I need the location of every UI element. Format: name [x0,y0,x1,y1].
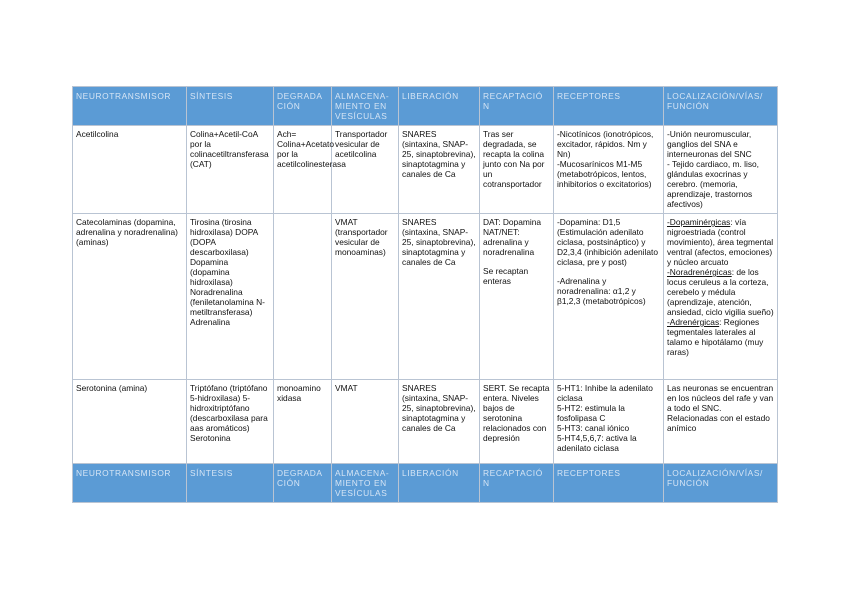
receptor-item: -Nicotínicos (ionotrópicos, excitador, rápidos. Nm y Nn) [557,129,654,159]
header-liberacion: LIBERACIÓN [399,87,480,126]
cell-receptores [554,214,664,380]
receptor-item: -Mucosarínicos M1-M5 (metabotrópicos, lentos, inhibitorios o excitatorios) [557,159,652,189]
cell-localizacion: Las neuronas se encuentran en los núcleos del rafe y van a todo el SNC. Relacionadas con el estado anímico [664,380,778,464]
sintesis-step: Dopamina (dopamina hidroxilasa) [190,257,233,287]
cell-degradacion: monoamino xidasa [274,380,332,464]
cell-almacen: Transportador vesicular de acetilcolina [332,126,399,214]
recaptacion-item: DAT: Dopamina [483,217,542,227]
sintesis-step: Adrenalina [190,317,231,327]
recaptacion-item: NAT/NET: adrenalina y noradrenalina [483,227,535,257]
header-recaptacion: RECAPTACIÓ N [480,464,554,503]
cell-liberacion: SNARES (sintaxina, SNAP-25, sinaptobrevina), sinaptotagmina y canales de Ca [399,214,480,380]
header-localizacion: LOCALIZACIÓN/VÍAS/ FUNCIÓN [664,87,778,126]
receptor-item: 5-HT3: canal iónico [557,423,630,433]
receptor-item: 5-HT1: Inhibe la adenilato ciclasa [557,383,653,403]
header-receptores: RECEPTORES [554,464,664,503]
cell-neuro: Acetilcolina [73,126,187,214]
header-liberacion: LIBERACIÓN [399,464,480,503]
cell-neuro: Serotonina (amina) [73,380,187,464]
table-row-serotonina [73,380,778,464]
header-almacenamiento: ALMACENA-MIENTO EN VESÍCULAS [332,87,399,126]
header-degradacion: DEGRADA CIÓN [274,87,332,126]
neurotransmitter-table [72,86,778,503]
cell-almacen: VMAT [332,380,399,464]
localizacion-label: -Dopaminérgicas [667,217,731,227]
cell-almacen: VMAT (transportador vesicular de monoaminas) [332,214,399,380]
header-almacenamiento: ALMACENA-MIENTO EN VESÍCULAS [332,464,399,503]
header-neurotransmisor: NEUROTRANSMISOR [73,87,187,126]
localizacion-label: -Adrenérgicas [667,317,720,327]
cell-degradacion: Ach= Colina+Acetato por la acetilcolinesterasa [274,126,332,214]
header-neurotransmisor: NEUROTRANSMISOR [73,464,187,503]
table-row-acetilcolina [73,126,778,214]
localizacion-item: - Tejido cardiaco, m. liso, glándulas exocrinas y cerebro. (memoria, aprendizaje, trastornos afectivos) [667,159,760,209]
localizacion-item: -Noradrenérgicas: de los locus ceruleus a la corteza, cerebelo y médula (aprendizaje, atención, ansiedad, ciclo vigilia sueño) [667,267,774,317]
cell-sintesis: Colina+Acetil-CoA por la colinacetiltransferasa (CAT) [187,126,274,214]
cell-recaptacion: SERT. Se recapta entera. Niveles bajos de serotonina relacionados con depresión [480,380,554,464]
localizacion-label: -Noradrenérgicas [667,267,732,277]
localizacion-item: -Unión neuromuscular, ganglios del SNA e interneuronas del SNC [667,129,752,159]
sintesis-step: Tirosina (tirosina hidroxilasa) DOPA (DOPA descarboxilasa) [190,217,258,257]
header-receptores: RECEPTORES [554,87,664,126]
table-header-top [73,87,778,126]
header-recaptacion: RECAPTACIÓ N [480,87,554,126]
cell-recaptacion [480,214,554,380]
receptor-item: 5-HT4,5,6,7: activa la adenilato ciclasa [557,433,637,453]
table-header-bottom [73,464,778,503]
localizacion-item: -Dopaminérgicas: vía nigroestriada (control movimiento), área tegmental ventral (afectos, emociones) y núcleo arcuato [667,217,774,267]
receptor-item: -Dopamina: D1,5 (Estimulación adenilato ciclasa, postsináptico) y D2,3,4 (inhibición adenilato ciclasa, pre y post) [557,217,659,267]
cell-recaptacion: Tras ser degradada, se recapta la colina junto con Na por un cotransportador [480,126,554,214]
header-localizacion: LOCALIZACIÓN/VÍAS/ FUNCIÓN [664,464,778,503]
sintesis-step: Noradrenalina (feniletanolamina N-metiltransferasa) [190,287,265,317]
cell-degradacion [274,214,332,380]
header-sintesis: SÍNTESIS [187,464,274,503]
cell-sintesis: Triptófano (triptófano 5-hidroxilasa) 5-hidroxitriptófano (descarboxilasa para aas aromáticos) Serotonina [187,380,274,464]
cell-liberacion: SNARES (sintaxina, SNAP-25, sinaptobrevina), sinaptotagmina y canales de Ca [399,380,480,464]
recaptacion-item: Se recaptan enteras [483,266,529,286]
cell-localizacion [664,214,778,380]
header-sintesis: SÍNTESIS [187,87,274,126]
cell-receptores [554,380,664,464]
cell-receptores [554,126,664,214]
receptor-item: -Adrenalina y noradrenalina: α1,2 y β1,2,3 (metabotrópicos) [557,276,646,306]
cell-neuro: Catecolaminas (dopamina, adrenalina y noradrenalina) (aminas) [73,214,187,380]
cell-localizacion [664,126,778,214]
table-row-catecolaminas [73,214,778,380]
header-degradacion: DEGRADA CIÓN [274,464,332,503]
cell-liberacion: SNARES (sintaxina, SNAP-25, sinaptobrevina), sinaptotagmina y canales de Ca [399,126,480,214]
cell-sintesis [187,214,274,380]
localizacion-item: -Adrenérgicas: Regiones tegmentales laterales al talamo e hipotálamo (muy raras) [667,317,764,357]
receptor-item: 5-HT2: estimula la fosfolipasa C [557,403,625,423]
